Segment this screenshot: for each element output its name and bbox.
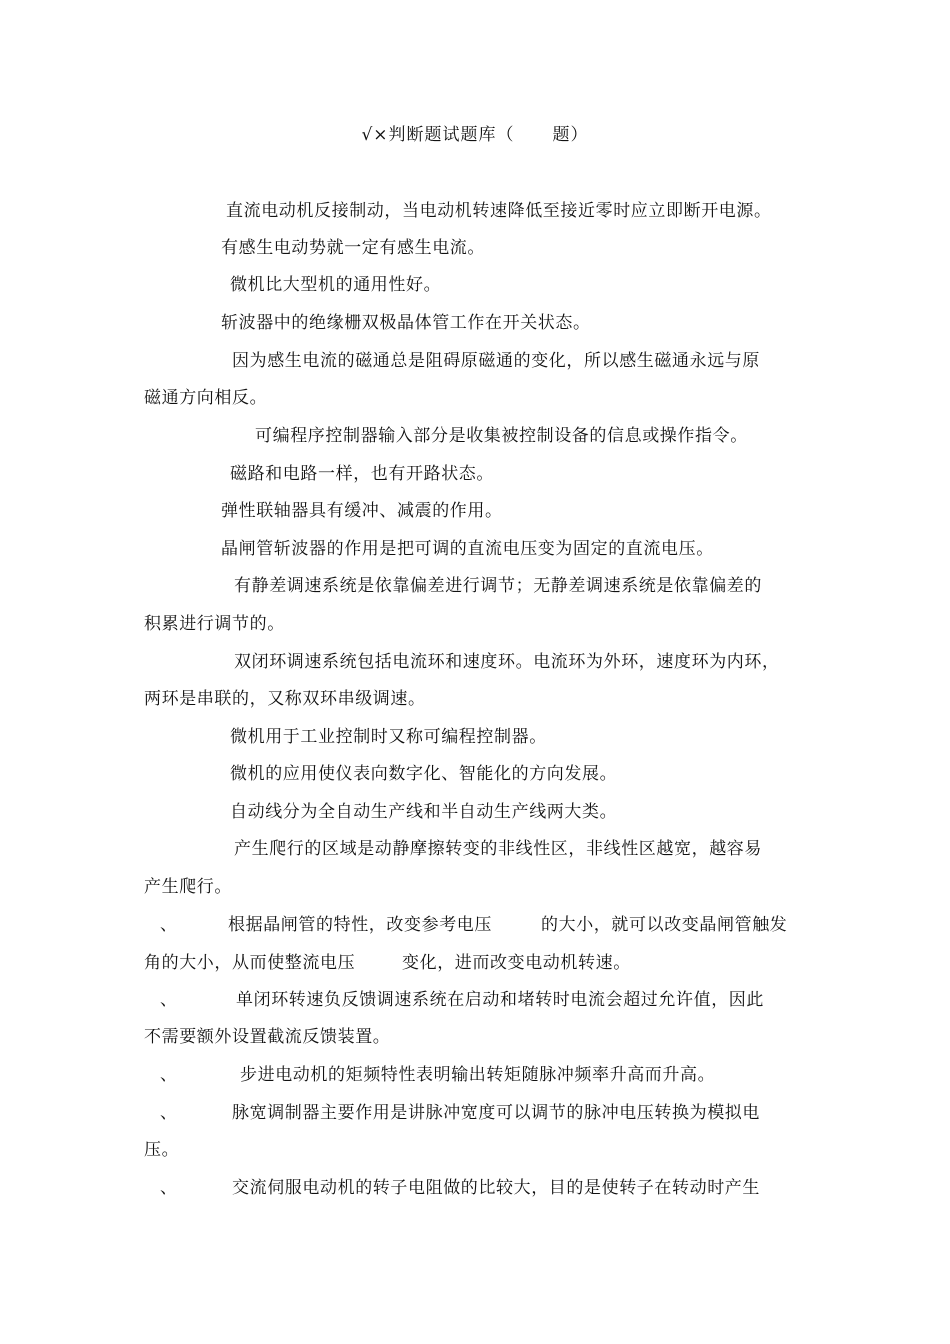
statement-line: 微机比大型机的通用性好。: [230, 275, 442, 295]
statement-line: 有感生电动势就一定有感生电流。: [221, 238, 485, 258]
item-number-marker: 、: [160, 1178, 177, 1198]
item-number-marker: 、: [160, 1103, 177, 1123]
statement-line: 的大小，就可以改变晶闸管触发: [541, 915, 788, 935]
item-number-marker: 、: [160, 915, 177, 935]
page-title: [0, 120, 950, 145]
statement-line: 不需要额外设置截流反馈装置。: [144, 1027, 391, 1047]
statement-line: 自动线分为全自动生产线和半自动生产线两大类。: [230, 802, 618, 822]
statement-line: 晶闸管斩波器的作用是把可调的直流电压变为固定的直流电压。: [221, 539, 714, 559]
title-left: √×判断题试题库（: [361, 125, 515, 145]
statement-line: 两环是串联的，又称双环串级调速。: [144, 689, 426, 709]
item-number-marker: 、: [160, 1065, 177, 1085]
statement-line: 微机用于工业控制时又称可编程控制器。: [230, 727, 547, 747]
statement-line: 产生爬行。: [144, 877, 232, 897]
statement-line: 可编程序控制器输入部分是收集被控制设备的信息或操作指令。: [255, 426, 748, 446]
statement-line: 磁路和电路一样，也有开路状态。: [230, 464, 494, 484]
statement-line: 变化，进而改变电动机转速。: [402, 953, 631, 973]
statement-line: 双闭环调速系统包括电流环和速度环。电流环为外环，速度环为内环，: [234, 652, 780, 672]
statement-line: 斩波器中的绝缘栅双极晶体管工作在开关状态。: [221, 313, 591, 333]
statement-line: 有静差调速系统是依靠偏差进行调节；无静差调速系统是依靠偏差的: [234, 576, 762, 596]
statement-line: 交流伺服电动机的转子电阻做的比较大，目的是使转子在转动时产生: [232, 1178, 760, 1198]
statement-line: 微机的应用使仪表向数字化、智能化的方向发展。: [230, 764, 618, 784]
statement-line: 压。: [144, 1140, 180, 1160]
statement-line: 脉宽调制器主要作用是讲脉冲宽度可以调节的脉冲电压转换为模拟电: [232, 1103, 760, 1123]
title-right: 题）: [552, 125, 589, 145]
statement-line: 根据晶闸管的特性，改变参考电压: [228, 915, 492, 935]
statement-line: 直流电动机反接制动，当电动机转速降低至接近零时应立即断开电源。: [226, 201, 772, 221]
statement-line: 产生爬行的区域是动静摩擦转变的非线性区，非线性区越宽，越容易: [234, 839, 762, 859]
item-number-marker: 、: [160, 990, 177, 1010]
statement-line: 弹性联轴器具有缓冲、减震的作用。: [221, 501, 503, 521]
statement-line: 因为感生电流的磁通总是阻碍原磁通的变化，所以感生磁通永远与原: [232, 351, 760, 371]
statement-line: 角的大小，从而使整流电压: [144, 953, 356, 973]
statement-line: 单闭环转速负反馈调速系统在启动和堵转时电流会超过允许值，因此: [236, 990, 764, 1010]
statement-line: 积累进行调节的。: [144, 614, 285, 634]
statement-line: 磁通方向相反。: [144, 388, 268, 408]
statement-line: 步进电动机的矩频特性表明输出转矩随脉冲频率升高而升高。: [240, 1065, 716, 1085]
